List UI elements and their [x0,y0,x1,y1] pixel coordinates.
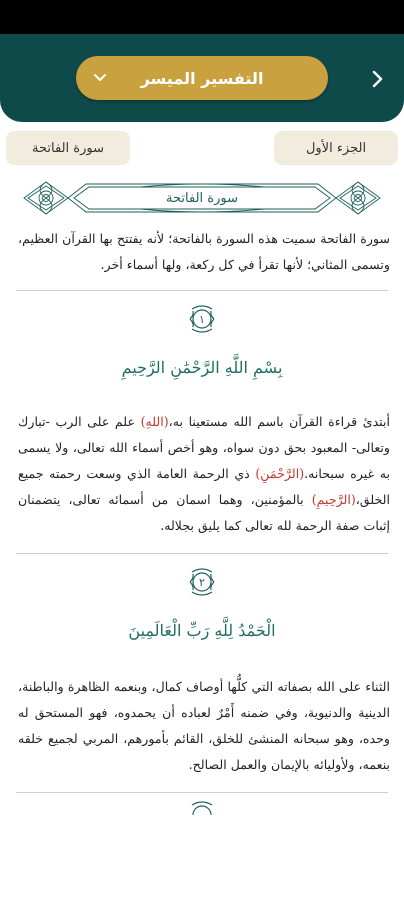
ayah-number-marker [0,566,404,598]
tafsir-name: التفسير الميسر [140,68,264,88]
tafsir-selector-dropdown[interactable] [76,56,328,100]
divider [16,553,388,554]
divider [16,792,388,793]
ayah-number-marker [0,303,404,335]
ayah-number-marker-partial [0,799,404,815]
divider [16,290,388,291]
ayah-tafsir-text: الثناء على الله بصفاته التي كلُّها أوصاف كمال، وبنعمه الظاهرة والباطنة، الدينية والدنيوية، وفي ضمنه أَمْرٌ لعباده أن يحمدوه، فهو المستحق له وحده، وهو سبحانه المنشئ للخلق، القائم بأمورهم، المربي لجميع خلقه بنعمه، ولأوليائه بالإيمان والعمل الصالح. [18,679,390,772]
surah-selector-button[interactable]: سورة الفاتحة [6,131,130,165]
back-button[interactable] [366,64,390,94]
ayah-verse-text: الْحَمْدُ لِلَّهِ رَبِّ الْعَالَمِينَ [128,621,276,640]
app-header [0,34,404,122]
chevron-right-icon [371,70,385,88]
juz-selector-button[interactable]: الجزء الأول [274,131,398,165]
ayah-ornament-icon [186,566,218,598]
surah-title-banner [20,178,384,218]
chevron-down-icon [90,68,110,88]
surah-intro-text: سورة الفاتحة سميت هذه السورة بالفاتحة؛ لأنه يفتتح بها القرآن العظيم، وتسمى المثاني؛ لأنها تقرأ في كل ركعة، ولها أسماء أخر. [18,231,390,272]
ayah-ornament-icon [186,303,218,335]
ayah-verse-text: بِسْمِ اللَّهِ الرَّحْمَٰنِ الرَّحِيمِ [121,358,283,377]
ayah-tafsir-text: أبتدئ قراءة القرآن باسم الله مستعينا به،(اللهِ) علم على الرب -تبارك وتعالى- المعبود بحق دون سواه، وهو أخص أسماء الله تعالى، ولا يسمى به غيره سبحانه.(الرَّحْمَنِ) ذي الرحمة العامة الذي وسعت رحمته جميع الخلق،(الرَّحِيمِ) بالمؤمنين، وهما اسمان من أسمائه تعالى، يتضمنان إثبات صفة الرحمة لله تعالى كما يليق بجلاله. [18,414,390,533]
ayah-ornament-icon [186,799,218,815]
surah-title: سورة الفاتحة [166,190,238,206]
status-bar [0,0,404,34]
ayah-number: ٢ [199,576,205,589]
ayah-number: ١ [199,313,205,326]
tafsir-content [0,222,404,815]
